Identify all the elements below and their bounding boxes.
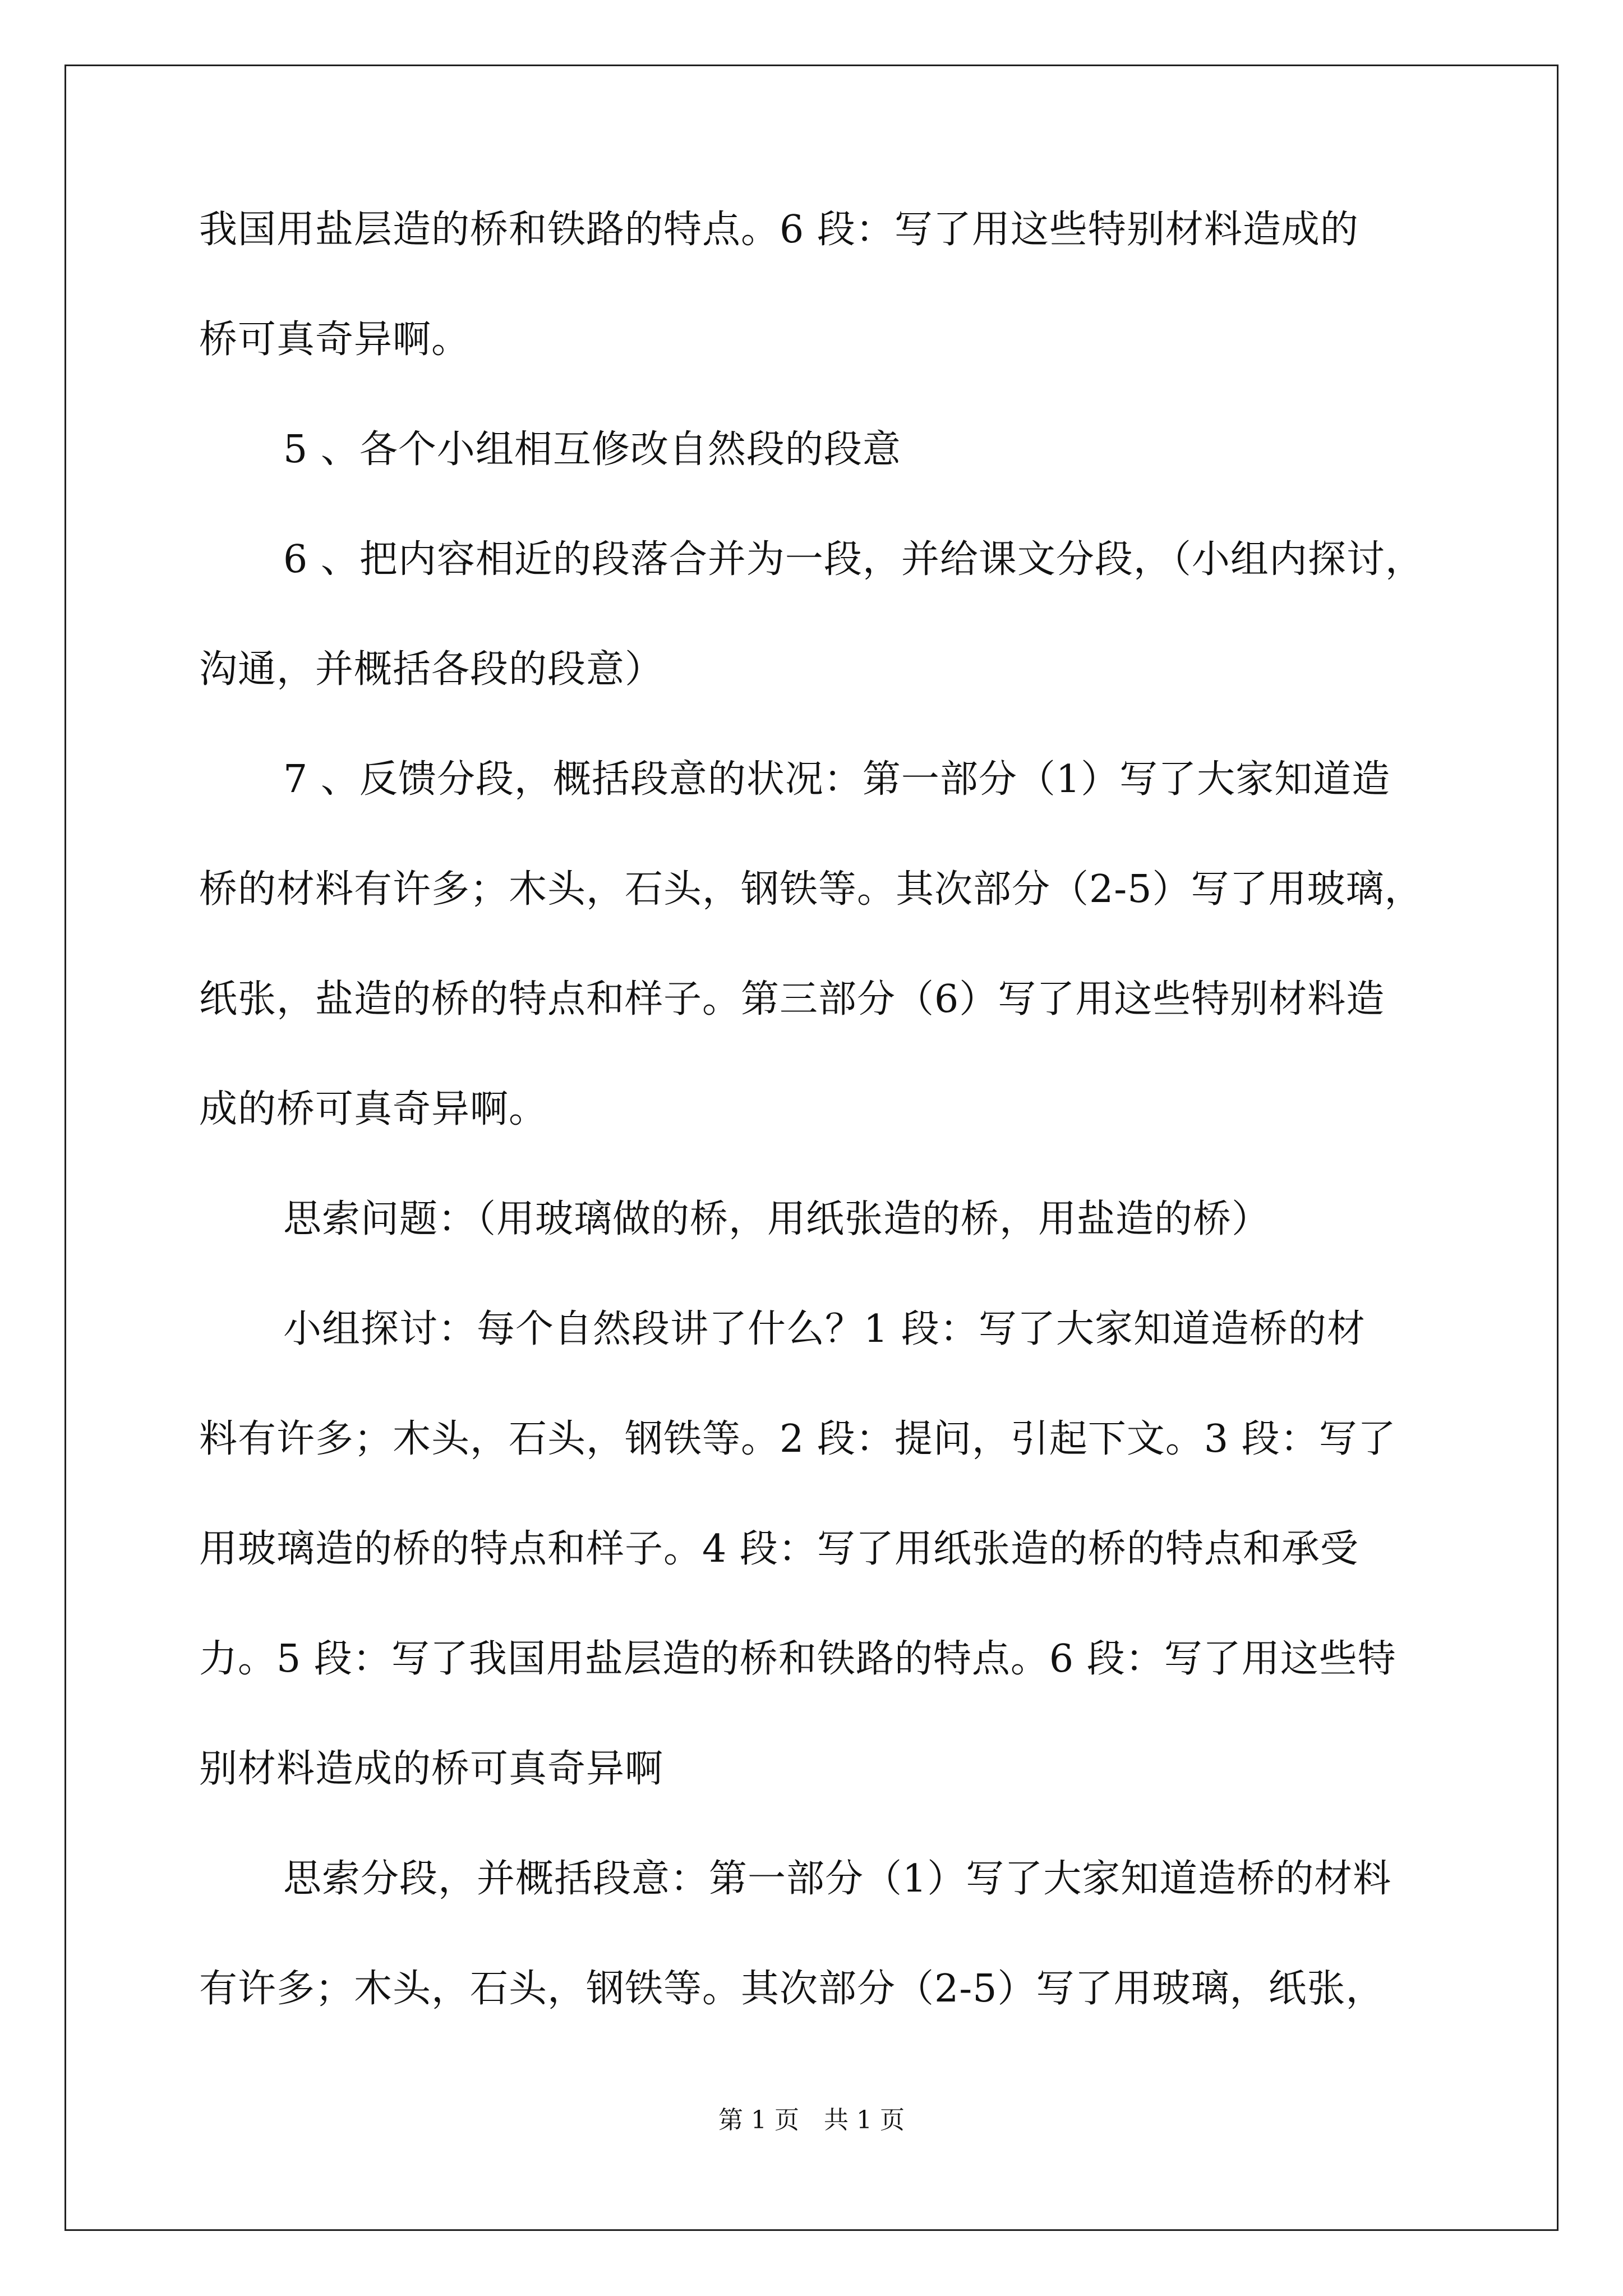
text-line: 有许多；木头，石头，钢铁等。其次部分（2-5）写了用玻璃，纸张， [199,1967,1385,2011]
text-line: 桥可真奇异啊。 [199,318,471,362]
text-line: 桥的材料有许多；木头，石头，钢铁等。其次部分（2-5）写了用玻璃， [199,867,1423,912]
text-line: 成的桥可真奇异啊。 [199,1087,548,1131]
text-line: 7 、反馈分段，概括段意的状况：第一部分（1）写了大家知道造 [283,757,1391,802]
page-border [64,65,1559,2231]
text-line: 纸张，盐造的桥的特点和样子。第三部分（6）写了用这些特别材料造 [199,977,1385,1022]
text-line: 6 、把内容相近的段落合并为一段，并给课文分段，（小组内探讨， [283,537,1424,582]
text-line: 我国用盐层造的桥和铁路的特点。6 段：写了用这些特别材料造成的 [199,208,1359,252]
text-line: 沟通，并概括各段的段意） [199,647,664,692]
text-line: 力。5 段：写了我国用盐层造的桥和铁路的特点。6 段：写了用这些特 [199,1637,1396,1681]
text-line: 5 、各个小组相互修改自然段的段意 [283,427,901,472]
text-line: 小组探讨：每个自然段讲了什么？1 段：写了大家知道造桥的材 [283,1307,1366,1351]
text-line: 思索分段，并概括段意：第一部分（1）写了大家知道造桥的材料 [283,1857,1392,1901]
text-line: 思索问题：（用玻璃做的桥，用纸张造的桥，用盐造的桥） [283,1197,1271,1241]
text-line: 料有许多；木头，石头，钢铁等。2 段：提问，引起下文。3 段：写了 [199,1417,1396,1461]
page-number: 第 1 页 共 1 页 [718,2106,905,2134]
text-line: 别材料造成的桥可真奇异啊 [199,1747,664,1791]
text-line: 用玻璃造的桥的特点和样子。4 段：写了用纸张造的桥的特点和承受 [199,1527,1359,1571]
